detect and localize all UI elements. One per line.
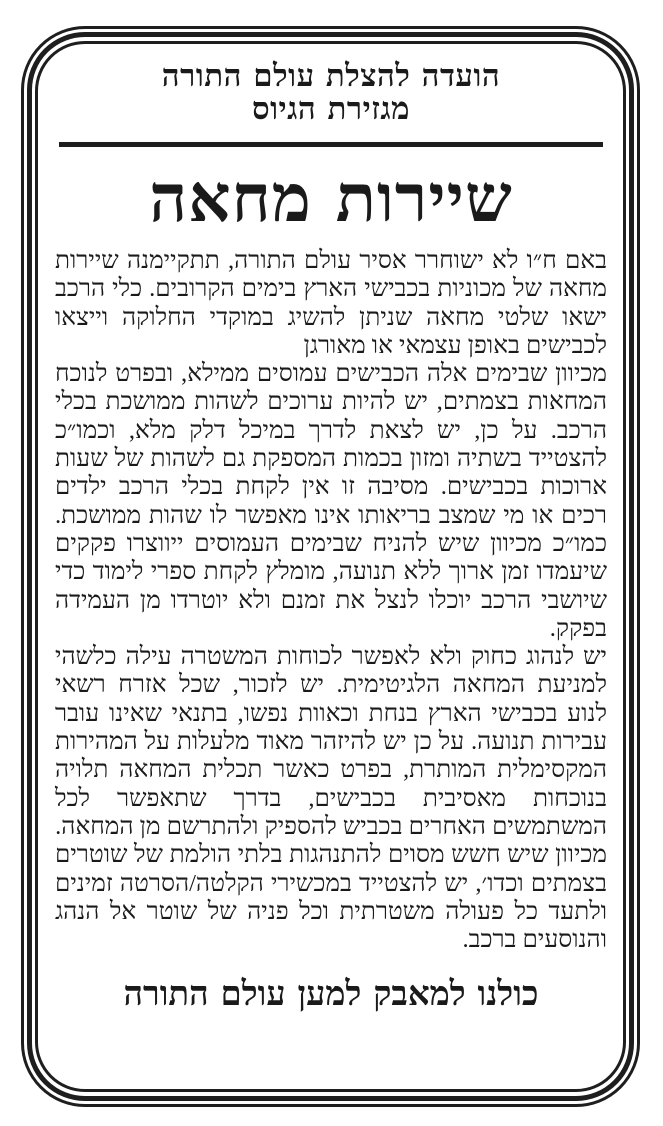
paragraph-documentation: מכיוון שיש חשש מסוים להתנהגות בלתי הולמת של שוטרים בצמתים וכדו׳, יש להצטייד במכשירי הקלטה/הסרטה זמינים ולתעד כל פעולה משטרתית וכל פניה של שוטר אל הנהג והנוסעים ברכב. [55,841,607,954]
paragraph-conduct: יש לנהוג כחוק ולא לאפשר לכוחות המשטרה עילה כלשהי למניעת המחאה הלגיטימית. יש לזכור, שכל אזרח רשאי לנוע בכבישי הארץ בנחת וכאוות נפשו, בתנאי שאינו עובר עבירות תנועה. על כן יש להיזהר מאוד מלעלות על המהירות המקסימלית המותרת, בפרט כאשר תכלית המחאה תלויה בנוכחות מאסיבית בכבישים, בדרך שתאפשר לכל המשתמשים האחרים בכביש להספיק ולהתרשם מן המחאה. [55,643,607,840]
paragraph-intro: באם ח״ו לא ישוחרר אסיר עולם התורה, תתקיימנה שיירות מחאה של מכוניות בכבישי הארץ בימים הקרובים. כלי הרכב ישאו שלטי מחאה שניתן להשיג במוקדי החלוקה וייצאו לכבישים באופן עצמאי או מאורגן [55,247,607,359]
organization-header [55,60,607,126]
notice-content [55,60,607,1014]
organization-name-line1: הועדה להצלת עולם התורה [161,58,501,94]
header-divider [59,142,603,147]
paragraph-preparation: מכיוון שבימים אלה הכבישים עמוסים ממילא, ובפרט לנוכח המחאות בצמתים, יש להיות ערוכים לשהות ממושכת בכלי הרכב. על כן, יש לצאת לדרך במיכל דלק מלא, וכמו״כ להצטייד בשתיה ומזון בכמות המספקת גם לשהות של שעות ארוכות בכבישים. מסיבה זו אין לקחת בכלי הרכב ילדים רכים או מי שמצב בריאותו אינו מאפשר לו שהות ממושכת. כמו״כ מכיוון שיש להניח שבימים העמוסים ייווצרו פקקים שיעמדו זמן ארוך ללא תנועה, מומלץ לקחת ספרי לימוד כדי שיושבי הרכב יוכלו לנצל את זמנם ולא יוטרדו מן העמידה בפקק. [55,360,607,642]
notice-body [55,247,607,954]
organization-name-line2: מגזירת הגיוס [251,91,411,127]
closing-slogan: כולנו למאבק למען עולם התורה [123,974,539,1015]
page-title: שיירות מחאה [149,159,513,237]
